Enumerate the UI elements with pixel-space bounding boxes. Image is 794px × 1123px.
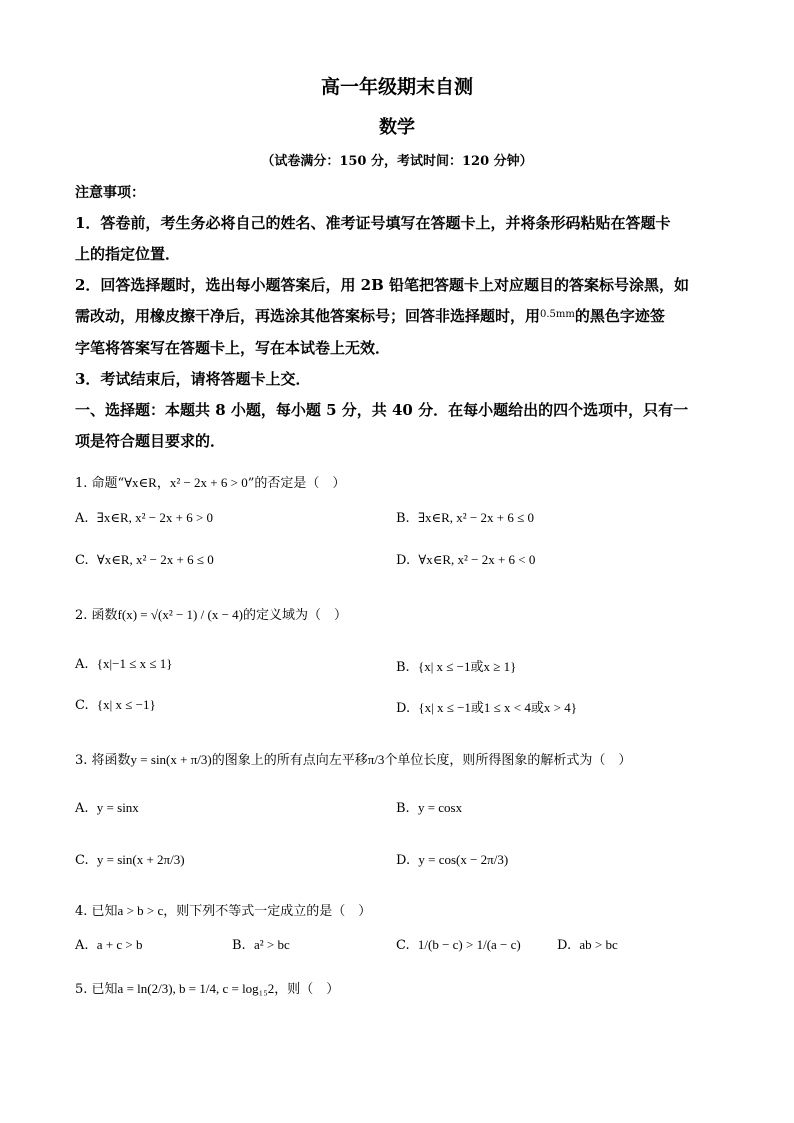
question-4-option-d [557, 937, 618, 953]
option-letter: C. [396, 938, 410, 953]
option-letter: A. [75, 657, 89, 672]
question-4-stem-b: ，则下列不等式一定成立的是（ ） [163, 904, 372, 919]
option-text: y = sin(x + 2π/3) [96, 852, 185, 867]
question-4-math: a > b > c [117, 903, 164, 918]
option-text: ∃x∈R, x² − 2x + 6 ≤ 0 [417, 510, 534, 525]
question-2-stem-a: 2. 函数 [75, 608, 118, 623]
notice-item-1-line1: 1．答卷前，考生务必将自己的姓名、准考证号填写在答题卡上，并将条形码粘贴在答题卡 [75, 214, 671, 232]
question-4-stem [75, 900, 371, 919]
question-2-option-c [75, 697, 156, 713]
option-letter: D. [396, 553, 411, 568]
subject-title: 数学 [379, 117, 415, 138]
question-2-math: f(x) = √(x² − 1) / (x − 4) [117, 607, 243, 622]
question-3-option-d [396, 852, 508, 868]
question-3-math: y = sin(x + π/3) [130, 752, 212, 767]
option-text: {x| x ≤ −1或1 ≤ x < 4或x > 4} [418, 700, 577, 715]
option-text: y = sinx [96, 800, 139, 815]
question-1-stem-b: ”的否定是（ ） [247, 476, 346, 491]
notice-mm-value: 0.5mm [540, 309, 575, 320]
option-letter: C. [75, 698, 89, 713]
option-text: {x|−1 ≤ x ≤ 1} [96, 656, 173, 671]
question-3-shift: π/3 [367, 752, 385, 767]
question-4-stem-a: 4. 已知 [75, 904, 118, 919]
option-letter: B. [396, 660, 410, 675]
section1-line2: 项是符合题目要求的． [75, 432, 226, 450]
question-2-option-a [75, 656, 172, 672]
notice-item-1-line2: 上的指定位置． [75, 245, 181, 263]
option-letter: B. [396, 801, 410, 816]
option-text: ∀x∈R, x² − 2x + 6 ≤ 0 [96, 552, 214, 567]
option-text: ab > bc [579, 937, 618, 952]
notice-item-2-line1: 2．回答选择题时，选出每小题答案后，用 2B 铅笔把答题卡上对应题目的答案标号涂黑，如 [75, 276, 690, 294]
notice-item-2-line3: 字笔将答案写在答题卡上，写在本试卷上无效． [75, 339, 391, 357]
option-text: 1/(b − c) > 1/(a − c) [417, 937, 521, 952]
option-text: y = cosx [417, 800, 463, 815]
notice-item-2-line2a: 需改动，用橡皮擦干净后，再选涂其他答案标号；回答非选择题时，用 [75, 307, 541, 325]
question-1-option-b [396, 510, 534, 526]
option-letter: A. [75, 938, 89, 953]
notice-item-2-line2b: 的黑色字迹签 [574, 307, 665, 325]
question-3-stem-b: 的图象上的所有点向左平移 [211, 753, 368, 768]
option-text: ∃x∈R, x² − 2x + 6 > 0 [96, 510, 214, 525]
question-3-stem [75, 749, 631, 768]
option-text: {x| x ≤ −1} [96, 697, 156, 712]
question-1-option-d [396, 552, 535, 568]
question-4-option-c [396, 937, 521, 953]
question-4-option-b [232, 937, 290, 953]
option-text: y = cos(x − 2π/3) [418, 852, 509, 867]
option-text: {x| x ≤ −1或x ≥ 1} [417, 659, 517, 674]
question-1-math: ∀x∈R，x² − 2x + 6 > 0 [124, 475, 248, 490]
notice-item-3: 3．考试结束后，请将答题卡上交． [75, 370, 311, 388]
question-2-stem-b: 的定义域为（ ） [243, 608, 348, 623]
question-5-stem-b: ，则（ ） [274, 982, 340, 997]
question-1-option-c [75, 552, 214, 568]
question-5-stem [75, 978, 339, 997]
question-1-stem [75, 472, 345, 491]
section1-line1: 一、选择题：本题共 8 小题，每小题 5 分，共 40 分．在每小题给出的四个选项中，只有一 [75, 401, 689, 419]
exam-title: 高一年级期末自测 [320, 76, 473, 98]
option-letter: A. [75, 801, 89, 816]
question-2-option-d [396, 697, 577, 716]
option-text: a² > bc [253, 937, 290, 952]
question-5-math: a = ln(2/3), b = 1/4, c = log₁₅2 [117, 981, 275, 996]
question-3-stem-a: 3. 将函数 [75, 753, 131, 768]
question-2-option-b [396, 656, 516, 675]
option-letter: B. [396, 511, 410, 526]
notice-item-2-line2 [75, 305, 665, 326]
question-1-stem-a: 1. 命题“ [75, 476, 125, 491]
exam-info: （试卷满分：150 分，考试时间：120 分钟） [261, 154, 533, 169]
question-1-option-a [75, 510, 213, 526]
option-text: ∀x∈R, x² − 2x + 6 < 0 [418, 552, 536, 567]
option-letter: A. [75, 511, 89, 526]
question-2-stem [75, 604, 347, 623]
question-5-stem-a: 5. 已知 [75, 982, 118, 997]
option-letter: B. [232, 938, 246, 953]
question-3-stem-c: 个单位长度，则所得图象的解析式为（ ） [384, 753, 632, 768]
question-4-option-a [75, 937, 143, 953]
question-3-option-b [396, 800, 462, 816]
question-3-option-a [75, 800, 139, 816]
option-letter: D. [396, 853, 411, 868]
option-letter: C. [75, 553, 89, 568]
option-letter: C. [75, 853, 89, 868]
notice-heading: 注意事项： [75, 185, 145, 201]
option-text: a + c > b [96, 937, 143, 952]
option-letter: D. [557, 938, 572, 953]
question-3-option-c [75, 852, 185, 868]
option-letter: D. [396, 701, 411, 716]
